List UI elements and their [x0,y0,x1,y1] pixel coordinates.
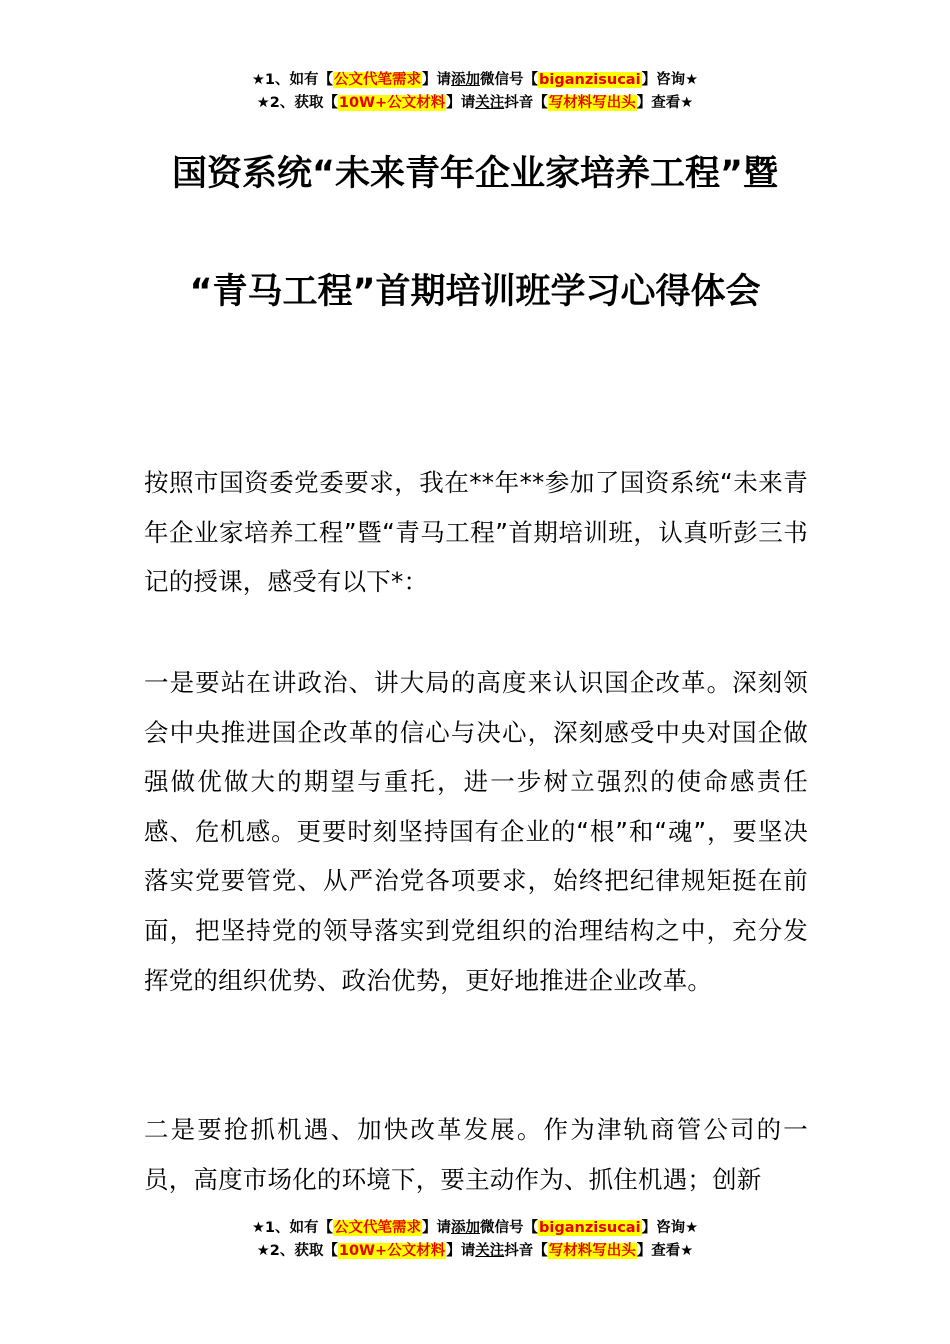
document-title-line-2: “青马工程”首期培训班学习心得体会 [189,272,761,312]
promo-text: 】请 [422,1220,452,1236]
promo-text: 】查看★ [636,95,694,111]
promo-underlined: 添加 [451,1220,481,1236]
promo-text: 】咨询★ [641,1220,699,1236]
promo-wechat-id: biganzisucai [539,1220,641,1236]
promo-text: 】请 [446,1243,476,1259]
promo-text: 】咨询★ [641,72,699,88]
promo-highlight: 10W+公文材料 [338,95,446,111]
promo-douyin-id: 写材料写出头 [548,95,636,111]
document-title-line-1: 国资系统“未来青年企业家培养工程”暨 [171,154,778,194]
promo-line-2 [0,1240,950,1263]
promo-text: 抖音【 [504,95,548,111]
promo-text: ★1、如有【 [251,1220,334,1236]
promo-banner-top [0,69,950,115]
promo-wechat-id: biganzisucai [539,72,641,88]
body-paragraph-point-1: 一是要站在讲政治、讲大局的高度来认识国企改革。深刻领会中央推进国企改革的信心与决心，深刻感受中央对国企做强做优做大的期望与重托，进一步树立强烈的使命感责任感、危机感。更要时刻坚持国有企业的“根”和“魂”，要坚决落实党要管党、从严治党各项要求，始终把纪律规矩挺在前面，把坚持党的领导落实到党组织的治理结构之中，充分发挥党的组织优势、政治优势，更好地推进企业改革。 [144,668,808,995]
promo-underlined: 关注 [475,95,505,111]
promo-text: 】查看★ [636,1243,694,1259]
promo-text: 】请 [422,72,452,88]
promo-text: 抖音【 [504,1243,548,1259]
body-paragraph-intro: 按照市国资委党委要求，我在**年**参加了国资系统“未来青年企业家培养工程”暨“青马工程”首期培训班，认真听彭三书记的授课，感受有以下*： [144,468,808,597]
promo-text: 】请 [446,95,476,111]
promo-banner-bottom [0,1217,950,1263]
promo-line-1 [0,1217,950,1240]
promo-text: 微信号【 [480,1220,539,1236]
promo-underlined: 关注 [475,1243,505,1259]
promo-highlight: 10W+公文材料 [338,1243,446,1259]
promo-douyin-id: 写材料写出头 [548,1243,636,1259]
promo-text: ★1、如有【 [251,72,334,88]
promo-highlight: 公文代笔需求 [334,72,422,88]
promo-line-2 [0,92,950,115]
promo-text: ★2、获取【 [256,1243,338,1259]
promo-underlined: 添加 [451,72,481,88]
promo-text: 微信号【 [480,72,539,88]
body-paragraph-point-2: 二是要抢抓机遇、加快改革发展。作为津轨商管公司的一员，高度市场化的环境下，要主动作为、抓住机遇；创新 [144,1115,808,1194]
promo-highlight: 公文代笔需求 [334,1220,422,1236]
promo-line-1 [0,69,950,92]
promo-text: ★2、获取【 [256,95,338,111]
